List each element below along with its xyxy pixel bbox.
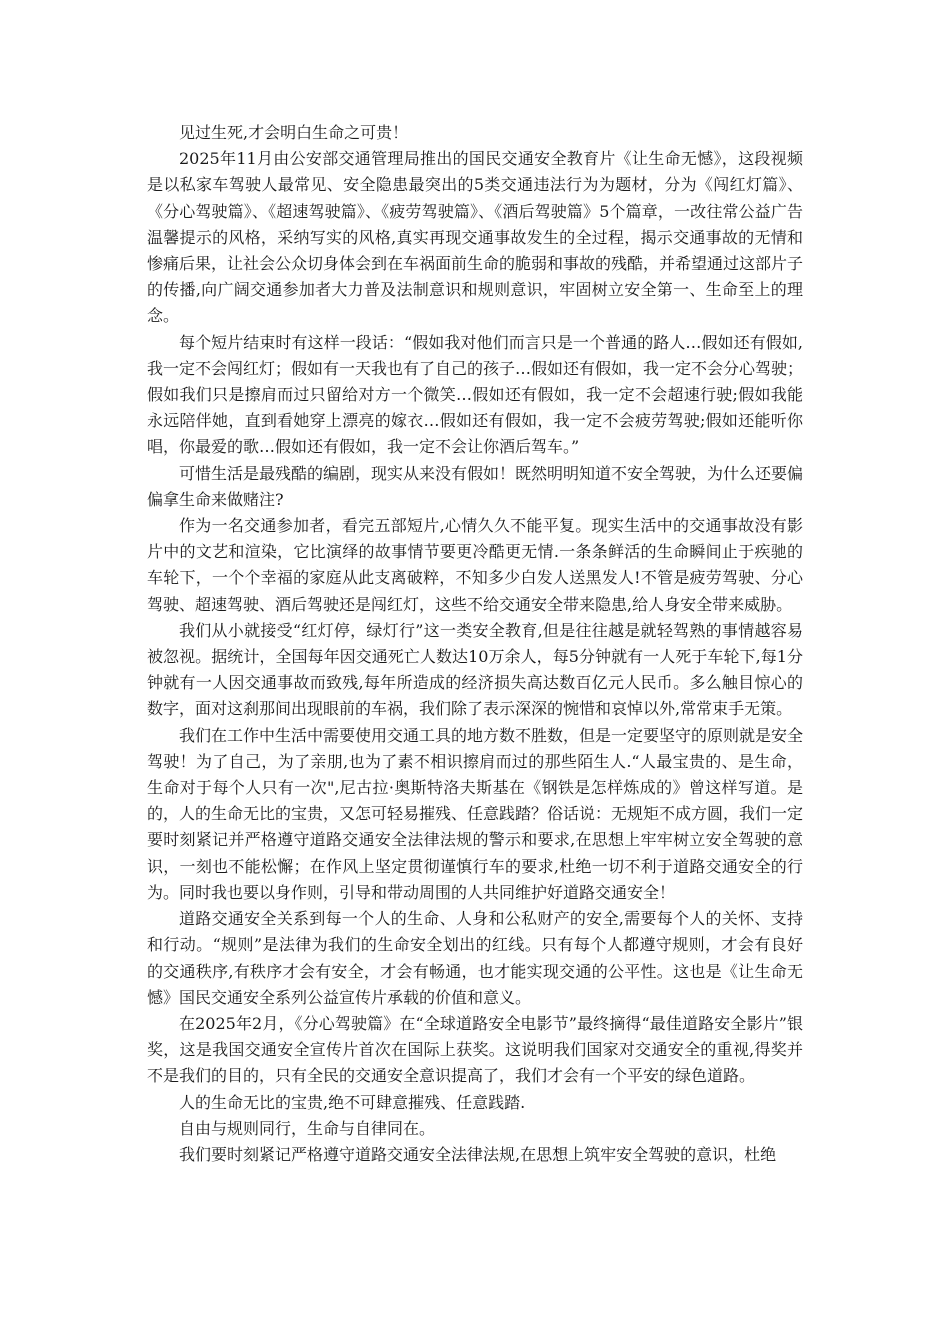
paragraph-2: 2025年11月由公安部交通管理局推出的国民交通安全教育片《让生命无憾》，这段视频是以私家车驾驶人最常见、安全隐患最突出的5类交通违法行为为题材，分为《闯红灯篇》、《分心驾驶篇》、《超速驾驶篇》、《疲劳驾驶篇》、《酒后驾驶篇》5个篇章，一改往常公益广告温馨提示的风格，采纳写实的风格,真实再现交通事故发生的全过程，揭示交通事故的无情和惨痛后果，让社会公众切身体会到在车祸面前生命的脆弱和事故的残酷，并希望通过这部片子的传播,向广阔交通参加者大力普及法制意识和规则意识，牢固树立安全第一、生命至上的理念。 <box>147 149 804 326</box>
paragraph-1: 见过生死,才会明白生命之可贵！ <box>179 123 409 142</box>
paragraph-5: 作为一名交通参加者，看完五部短片,心情久久不能平复。现实生活中的交通事故没有影片中的文艺和渲染，它比演绎的故事情节要更冷酷更无情.一条条鲜活的生命瞬间止于疾驰的车轮下，一个个幸福的家庭从此支离破粹，不知多少白发人送黑发人!不管是疲劳驾驶、分心驾驶、超速驾驶、酒后驾驶还是闯红灯，这些不给交通安全带来隐患,给人身安全带来威胁。 <box>147 516 803 614</box>
paragraph-3: 每个短片结束时有这样一段话：“假如我对他们而言只是一个普通的路人…假如还有假如,我一定不会闯红灯；假如有一天我也有了自己的孩子…假如还有假如，我一定不会分心驾驶；假如我们只是擦肩而过只留给对方一个微笑…假如还有假如，我一定不会超速行驶;假如我能永远陪伴她，直到看她穿上漂亮的嫁衣…假如还有假如，我一定不会疲劳驾驶;假如还能听你唱，你最爱的歌…假如还有假如，我一定不会让你酒后驾车。” <box>147 332 804 457</box>
paragraph-4: 可惜生活是最残酷的编剧，现实从来没有假如！既然明明知道不安全驾驶，为什么还要偏偏拿生命来做赌注? <box>147 463 804 509</box>
paragraph-7: 我们在工作中生活中需要使用交通工具的地方数不胜数，但是一定要坚守的原则就是安全驾驶！为了自己，为了亲朋,也为了素不相识擦肩而过的那些陌生人.“人最宝贵的、是生命，生命对于每个人只有一次",尼古拉·奥斯特洛夫斯基在《钢铁是怎样炼成的》曾这样写道。是的，人的生命无比的宝贵，又怎可轻易摧残、任意践踏？俗话说：无规矩不成方圆，我们一定要时刻紧记并严格遵守道路交通安全法律法规的警示和要求,在思想上牢牢树立安全驾驶的意识，一刻也不能松懈；在作风上坚定贯彻谨慎行车的要求,杜绝一切不利于道路交通安全的行为。同时我也要以身作则，引导和带动周围的人共同维护好道路交通安全！ <box>147 725 804 902</box>
paragraph-9: 在2025年2月，《分心驾驶篇》在“全球道路安全电影节”最终摘得“最佳道路安全影片”银奖，这是我国交通安全宣传片首次在国际上获奖。这说明我们国家对交通安全的重视,得奖并不是我们的目的，只有全民的交通安全意识提高了，我们才会有一个平安的绿色道路。 <box>147 1013 803 1086</box>
paragraph-10: 人的生命无比的宝贵,绝不可肆意摧残、任意践踏. <box>179 1092 526 1112</box>
paragraph-12: 我们要时刻紧记严格遵守道路交通安全法律法规,在思想上筑牢安全驾驶的意识，杜绝 <box>179 1144 777 1164</box>
paragraph-6: 我们从小就接受“红灯停，绿灯行”这一类安全教育,但是往往越是就轻驾熟的事情越容易被忽视。据统计，全国每年因交通死亡人数达10万余人，每5分钟就有一人死于车轮下,每1分钟就有一人因交通事故而致残,每年所造成的经济损失高达数百亿元人民币。多么触目惊心的数字，面对这刹那间出现眼前的车祸，我们除了表示深深的惋惜和哀悼以外,常常束手无策。 <box>147 620 803 719</box>
paragraph-8: 道路交通安全关系到每一个人的生命、人身和公私财产的安全,需要每个人的关怀、支持和行动。“规则”是法律为我们的生命安全划出的红线。只有每个人都遵守规则，才会有良好的交通秩序,有秩序才会有安全，才会有畅通，也才能实现交通的公平性。这也是《让生命无憾》国民交通安全系列公益宣传片承载的价值和意义。 <box>147 909 803 1007</box>
document-body <box>147 120 803 1168</box>
paragraph-11: 自由与规则同行，生命与自律同在。 <box>179 1118 436 1138</box>
